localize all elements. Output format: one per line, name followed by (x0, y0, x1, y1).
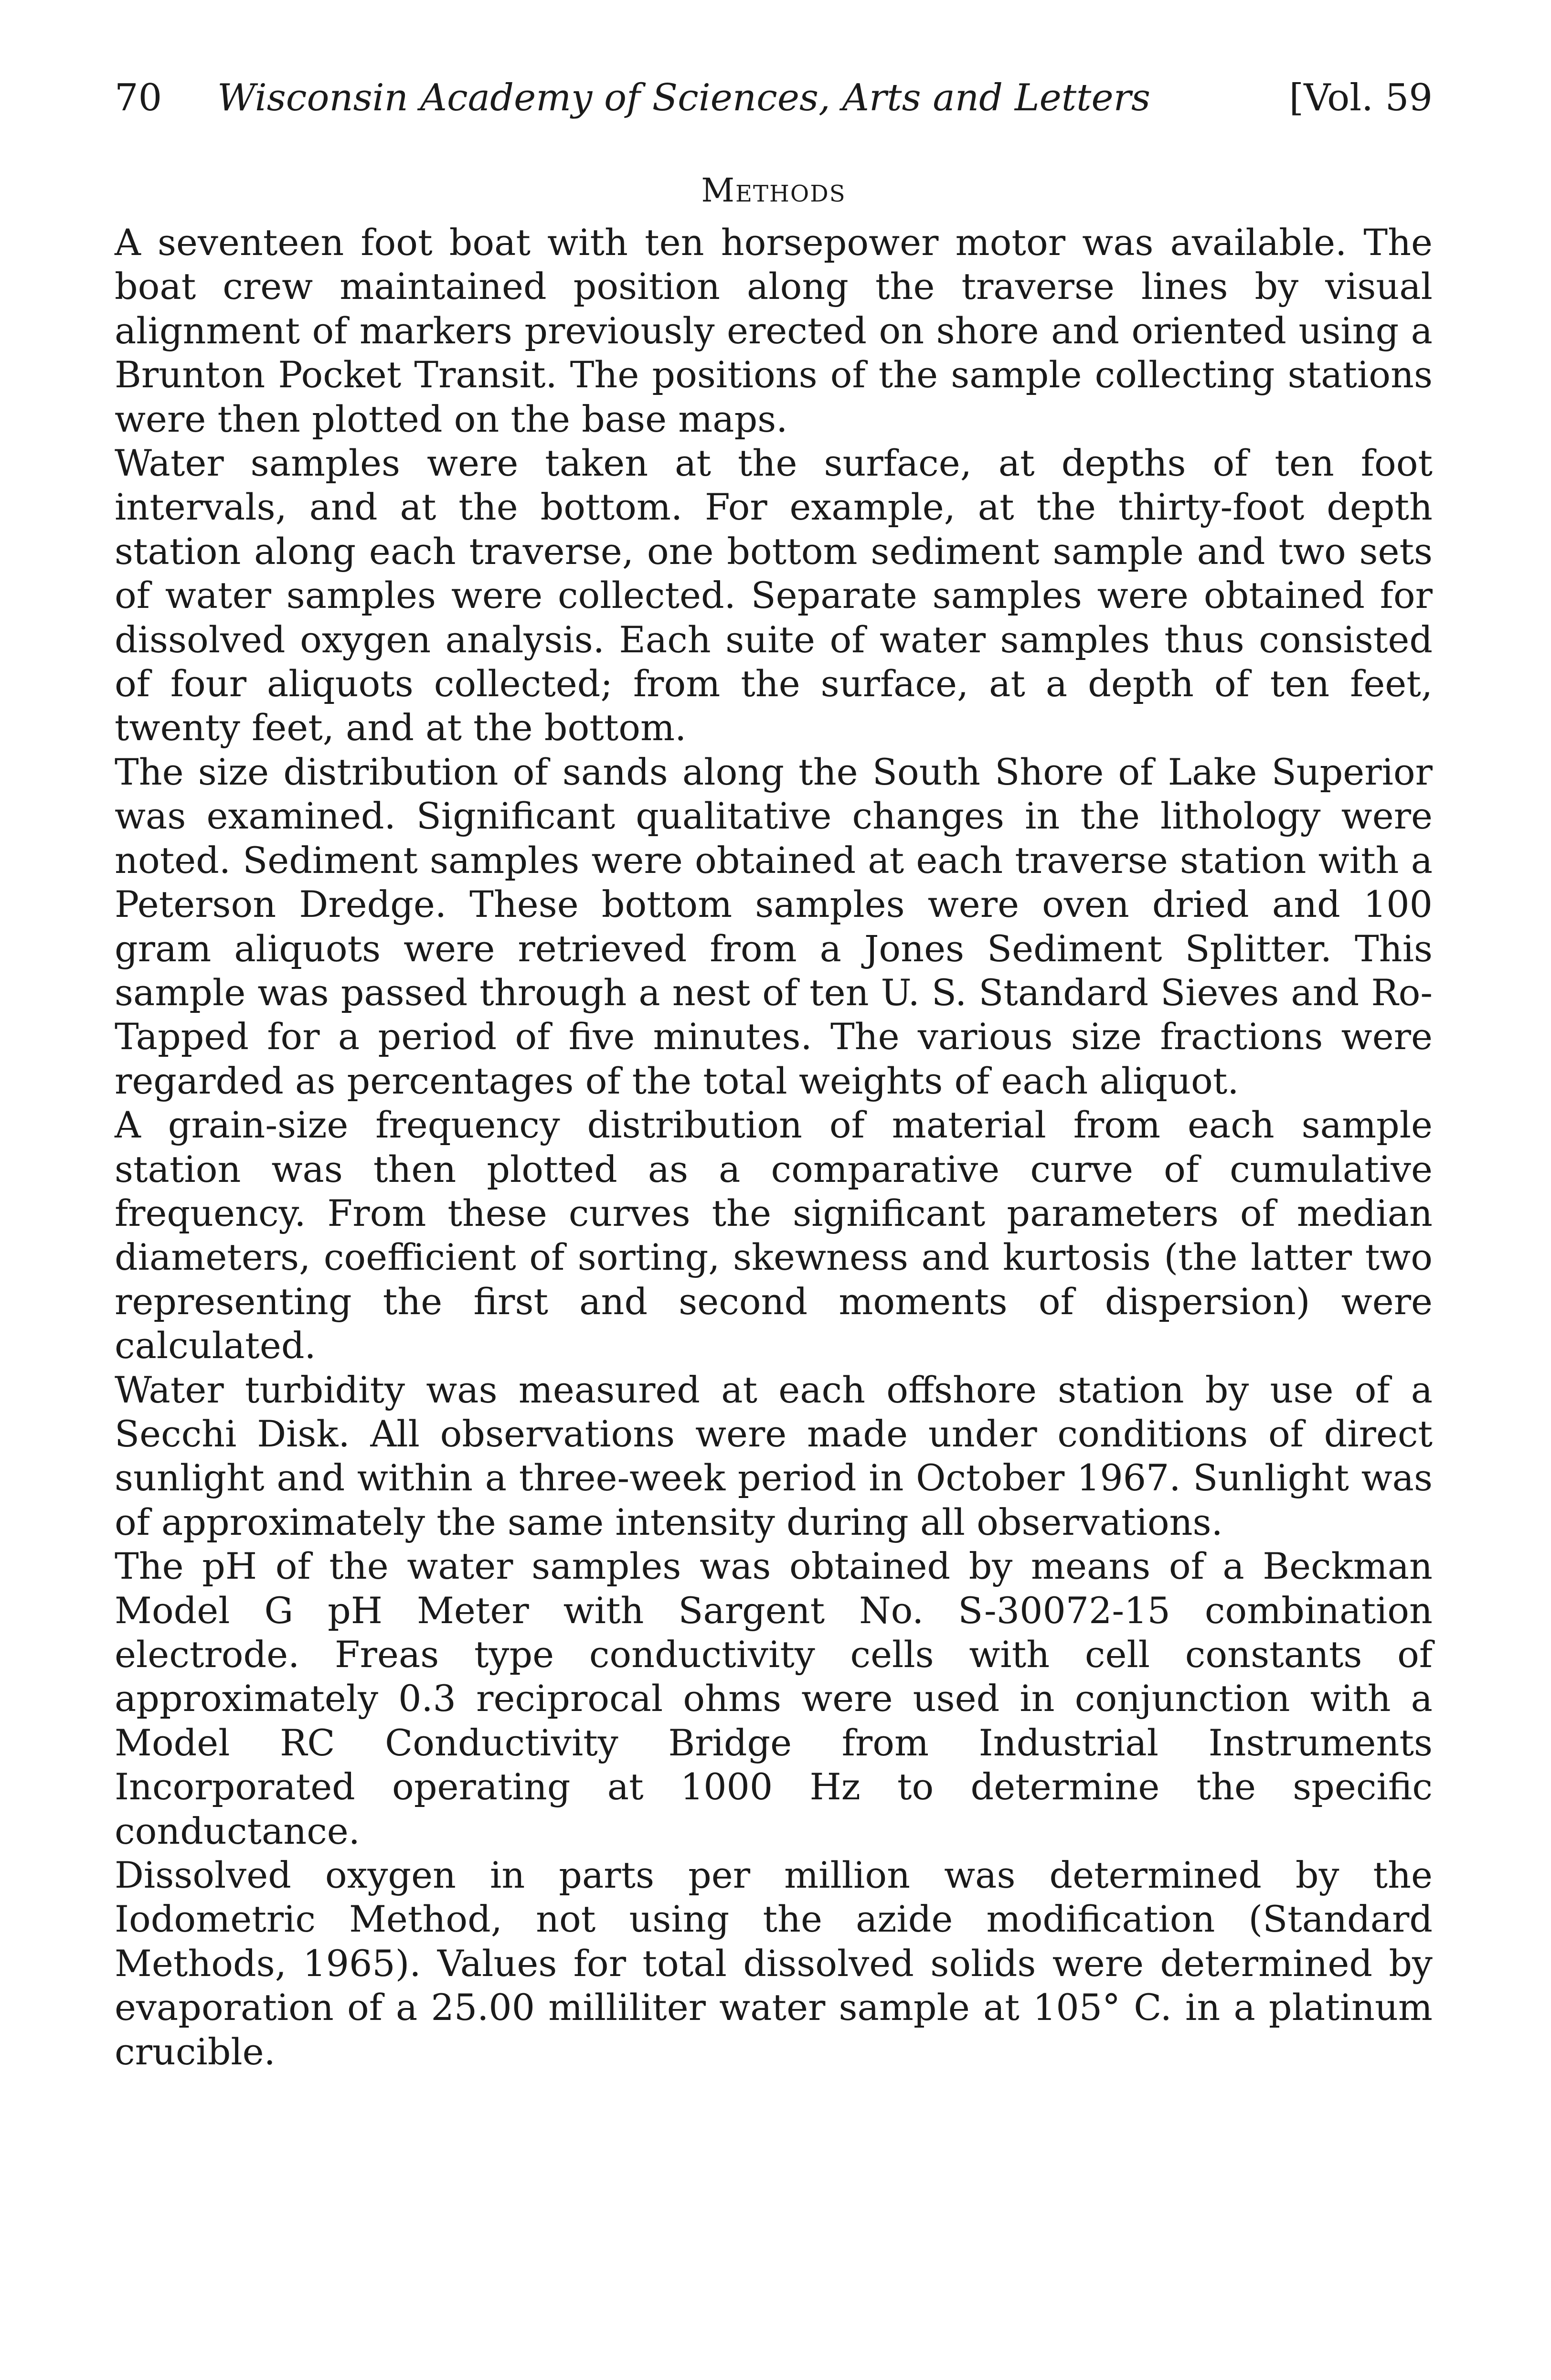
paragraph-boat-and-positioning: A seventeen foot boat with ten horsepower motor was available. The boat crew maintained position along the traverse lines by visual alignment of markers previously erected on shore and oriented using a Brunton Pocket Transit. The positions of the sample collecting stations were then plotted on the base maps. (115, 221, 1433, 440)
journal-title: Wisconsin Academy of Sciences, Arts and Letters (217, 76, 1150, 119)
paragraph-dissolved-oxygen-solids: Dissolved oxygen in parts per million was determined by the Iodometric Method, not using the azide modification (Standard Methods, 1965). Values for total dissolved solids were determined by evaporation of a 25.00 milliliter water sample at 105° C. in a platinum crucible. (115, 1854, 1433, 2073)
paragraph-ph-and-conductance: The pH of the water samples was obtained by means of a Beckman Model G pH Meter with Sargent No. S-30072-15 combination electrode. Freas type conductivity cells with cell constants of approximately 0.3 reciprocal ohms were used in conjunction with a Model RC Conductivity Bridge from Industrial Instruments Incorporated operating at 1000 Hz to determine the specific conductance. (115, 1545, 1433, 1852)
section-heading-methods: Methods (701, 172, 846, 210)
running-head (115, 72, 1433, 124)
body-text (115, 221, 1433, 2074)
page-number: 70 (115, 76, 162, 119)
paragraph-water-sampling: Water samples were taken at the surface, at depths of ten foot intervals, and at the bottom. For example, at the thirty-foot depth station along each traverse, one bottom sediment sample and two sets of water samples were collected. Separate samples were obtained for dissolved oxygen analysis. Each suite of water samples thus consisted of four aliquots collected; from the surface, at a depth of ten feet, twenty feet, and at the bottom. (115, 442, 1433, 749)
paragraph-grain-size-frequency: A grain-size frequency distribution of material from each sample station was then plotted as a comparative curve of cumulative frequency. From these curves the significant parameters of median diameters, coefficient of sorting, skewness and kurtosis (the latter two representing the first and second moments of dispersion) were calculated. (115, 1104, 1433, 1367)
paragraph-water-turbidity: Water turbidity was measured at each offshore station by use of a Secchi Disk. All observations were made under conditions of direct sunlight and within a three-week period in October 1967. Sunlight was of approximately the same intensity during all observations. (115, 1368, 1433, 1543)
paragraph-sand-size-distribution: The size distribution of sands along the South Shore of Lake Superior was examined. Significant qualitative changes in the lithology were noted. Sediment samples were obtained at each traverse station with a Peterson Dredge. These bottom samples were oven dried and 100 gram aliquots were retrieved from a Jones Sediment Splitter. This sample was passed through a nest of ten U. S. Standard Sieves and Ro-Tapped for a period of five minutes. The various size fractions were regarded as percentages of the total weights of each aliquot. (115, 750, 1433, 1102)
volume-label: [Vol. 59 (1289, 76, 1433, 119)
